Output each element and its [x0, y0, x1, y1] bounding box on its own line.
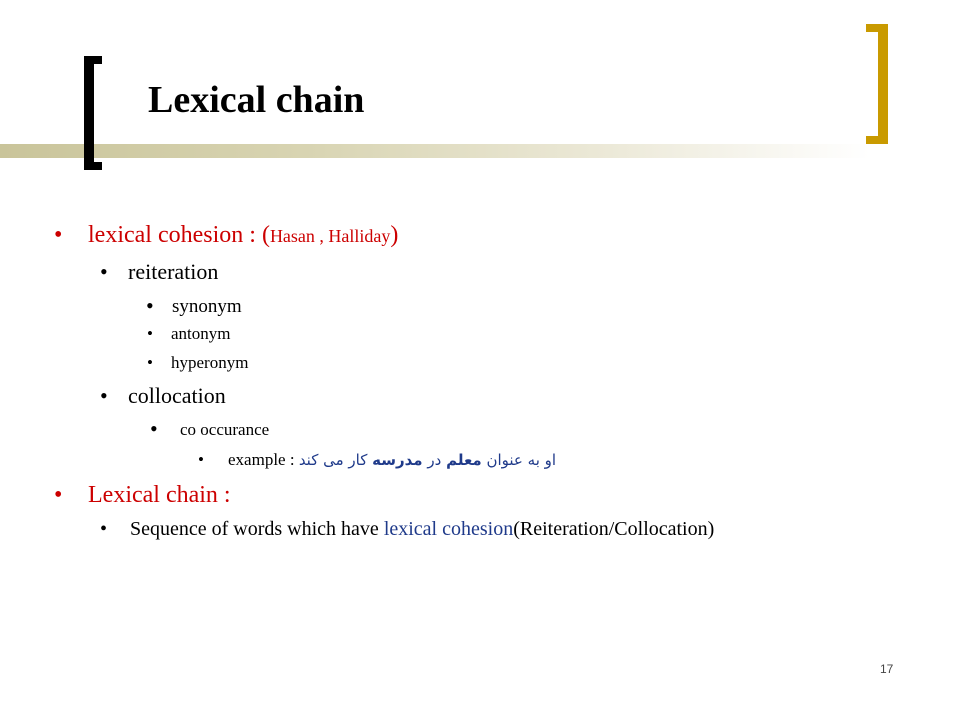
example-persian-sentence	[299, 451, 556, 469]
bullet-marker: •	[146, 293, 154, 318]
collocation-label: collocation	[128, 383, 226, 408]
lexical-chain-label: Lexical chain :	[88, 482, 231, 508]
bullet-antonym	[147, 324, 231, 344]
title-band	[0, 144, 870, 158]
left-bracket-decoration	[84, 56, 102, 170]
antonym-label: antonym	[171, 324, 231, 343]
hyperonym-label: hyperonym	[171, 353, 249, 372]
slide-title: Lexical chain	[148, 79, 365, 121]
bullet-lexical-chain	[54, 482, 231, 509]
example-text-part: او به عنوان	[481, 451, 557, 469]
bullet-sequence	[100, 518, 715, 541]
synonym-label: synonym	[172, 296, 242, 317]
bullet-marker: •	[198, 450, 204, 469]
example-text-part: کار می کند	[298, 451, 373, 469]
example-text-part: در	[422, 451, 447, 469]
example-label: example :	[228, 450, 299, 469]
bullet-marker: •	[100, 518, 108, 540]
bullet-marker: •	[54, 482, 63, 508]
bullet-co-occurance	[150, 416, 270, 441]
page-number: 17	[880, 662, 894, 676]
bullet-synonym	[146, 293, 242, 318]
lexical-cohesion-close: )	[390, 222, 399, 248]
bullet-lexical-cohesion	[54, 222, 399, 249]
sequence-suffix: (Reiteration/Collocation)	[513, 518, 715, 540]
right-bracket-decoration	[866, 24, 888, 144]
sequence-highlight: lexical cohesion	[383, 518, 514, 540]
bullet-marker: •	[147, 353, 153, 372]
bullet-hyperonym	[147, 353, 249, 373]
bullet-marker: •	[100, 259, 108, 284]
bullet-collocation	[100, 383, 226, 409]
sequence-prefix: Sequence of words which have	[130, 518, 384, 540]
bullet-example	[198, 450, 557, 470]
co-occurance-label: co occurance	[180, 420, 270, 439]
reiteration-label: reiteration	[128, 259, 219, 284]
lexical-cohesion-authors: Hasan , Halliday	[269, 226, 391, 246]
bullet-marker: •	[147, 324, 153, 343]
bullet-reiteration	[100, 259, 219, 285]
lexical-cohesion-label: lexical cohesion : (	[88, 222, 270, 248]
bullet-marker: •	[54, 222, 63, 248]
example-bold-school: مدرسه	[372, 451, 423, 469]
example-bold-teacher: معلم	[446, 451, 482, 469]
bullet-marker: •	[150, 416, 158, 441]
bullet-marker: •	[100, 383, 108, 408]
